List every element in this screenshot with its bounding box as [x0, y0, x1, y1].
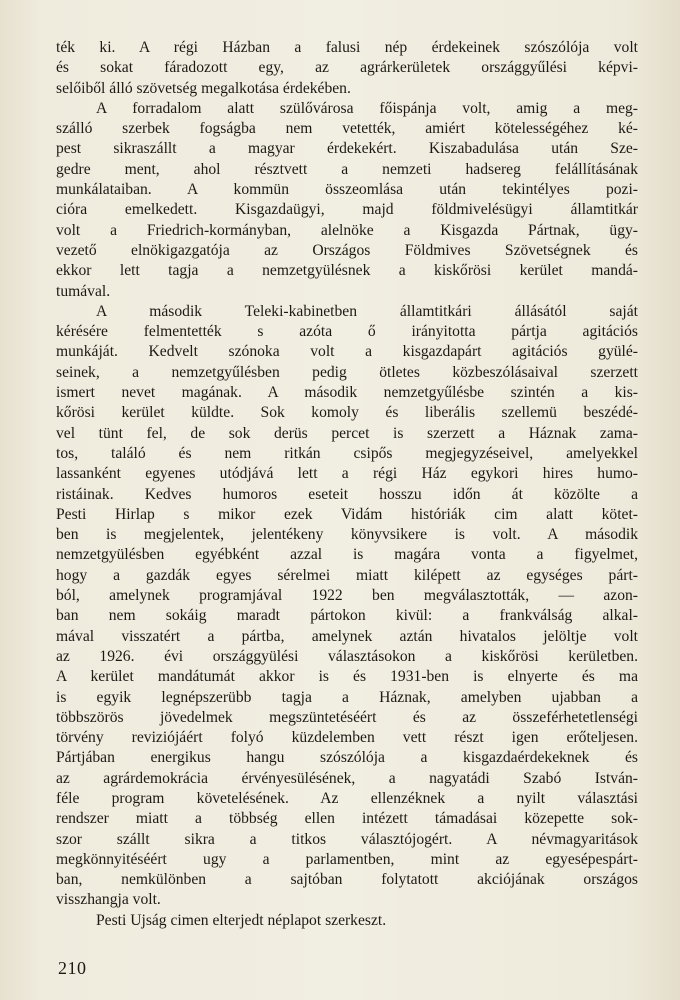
text-line: A kerület mandátumát akkor is és 1931-ben is elnyerte és ma	[56, 668, 638, 686]
text-line: visszhangja volt.	[56, 891, 161, 909]
text-line: és sokat fáradozott egy, az agrárkerületek országgyűlési képvi-	[56, 59, 638, 77]
text-line: ban, nemkülönben a sajtóban folytatott akciójának országos	[56, 871, 638, 889]
text-line: Pártjában energikus hangu szószólója a kisgazdaérdekeknek és	[56, 749, 638, 767]
text-line: ben is megjelentek, jelentékeny könyvsikere is volt. A második	[56, 526, 638, 544]
text-line: munkáját. Kedvelt szónoka volt a kisgazdapárt agitációs gyülé-	[56, 343, 638, 361]
text-line: cióra emelkedett. Kisgazdaügyi, majd földmivelésügyi államtitkár	[56, 201, 638, 219]
text-line: megkönnyitéséért ugy a parlamentben, mint az egyesépespárt-	[56, 850, 638, 868]
text-line: ristáinak. Kedves humoros eseteit hosszu időn át közölte a	[56, 485, 638, 503]
text-line: ismert nevet magának. A második nemzetgyűlésbe szintén a kis-	[56, 384, 638, 402]
text-line: többszörös jövedelmek megszüntetéséért és az összeférhetetlenségi	[56, 708, 638, 726]
text-line: volt a Friedrich-kormányban, alelnöke a Kisgazda Pártnak, ügy-	[56, 221, 638, 239]
text-line: nemzetgyülésben egyébként azzal is magára vonta a figyelmet,	[56, 546, 638, 564]
text-line: A forradalom alatt szülővárosa főispánja volt, amig a meg-	[96, 99, 638, 117]
text-line: az agrárdemokrácia érvényesülésének, a nagyatádi Szabó István-	[56, 769, 638, 787]
text-line: Pesti Hirlap s mikor ezek Vidám históriák cim alatt kötet-	[56, 505, 638, 523]
body-text	[56, 38, 638, 931]
text-line: tumával.	[56, 282, 111, 300]
text-line: ból, amelynek programjával 1922 ben megválasztották, — azon-	[56, 587, 638, 605]
text-line: hogy a gazdák egyes sérelmei miatt kilépett az egységes párt-	[56, 566, 638, 584]
text-line: vel tünt fel, de sok derüs percet is szerzett a Háznak zama-	[56, 424, 638, 442]
text-line: ték ki. A régi Házban a falusi nép érdekeinek szószólója volt	[56, 39, 638, 56]
text-line: munkálataiban. A kommün összeomlása után tekintélyes pozi-	[56, 181, 638, 199]
text-line: ekkor lett tagja a nemzetgyülésnek a kiskőrösi kerület mandá-	[56, 262, 638, 280]
text-line: féle program követelésének. Az ellenzéknek a nyilt választási	[56, 789, 638, 807]
text-line: seinek, a nemzetgyűlésben pedig ötletes közbeszólásaival szerzett	[56, 363, 638, 381]
text-line: szálló szerbek fogságba nem vetették, amiért kötelességéhez ké-	[56, 120, 638, 138]
text-line: selőiből álló szövetség megalkotása érdekében.	[56, 79, 351, 97]
text-line: kőrösi kerület küldte. Sok komoly és liberális szellemü beszédé-	[56, 404, 638, 422]
text-line: pest sikraszállt a magyar érdekekért. Kiszabadulása után Sze-	[56, 140, 638, 158]
text-line: törvény reviziójáért folyó küzdelemben vett részt igen erőteljesen.	[56, 729, 638, 747]
text-line: mával visszatért a pártba, amelynek aztán hivatalos jelöltje volt	[56, 627, 638, 645]
text-line: az 1926. évi országgyülési választásokon a kiskőrösi kerületben.	[56, 647, 638, 665]
text-line: kérésére felmentették s azóta ő irányitotta pártja agitációs	[56, 323, 638, 341]
text-line: gedre ment, ahol résztvett a nemzeti hadsereg felállításának	[56, 160, 638, 178]
text-line: szor szállt sikra a titkos választójogért. A névmagyaritások	[56, 830, 638, 848]
text-line: tos, találó és nem ritkán csipős megjegyzéseivel, amelyekkel	[56, 444, 638, 462]
text-line: rendszer miatt a többség ellen intézett támadásai közepette sok-	[56, 810, 638, 828]
text-line: is egyik legnépszerübb tagja a Háznak, amelyben ujabban a	[56, 688, 638, 706]
page-number: 210	[58, 958, 87, 978]
text-line: A második Teleki-kabinetben államtitkári állásától saját	[96, 302, 638, 320]
text-line: Pesti Ujság cimen elterjedt néplapot szerkeszt.	[96, 911, 387, 929]
text-line: vezető elnökigazgatója az Országos Földmives Szövetségnek és	[56, 241, 638, 259]
text-line: ban nem sokáig maradt pártokon kivül: a frankválság alkal-	[56, 607, 638, 625]
text-line: lassanként egyenes utódjává lett a régi Ház egykori hires humo-	[56, 465, 638, 483]
